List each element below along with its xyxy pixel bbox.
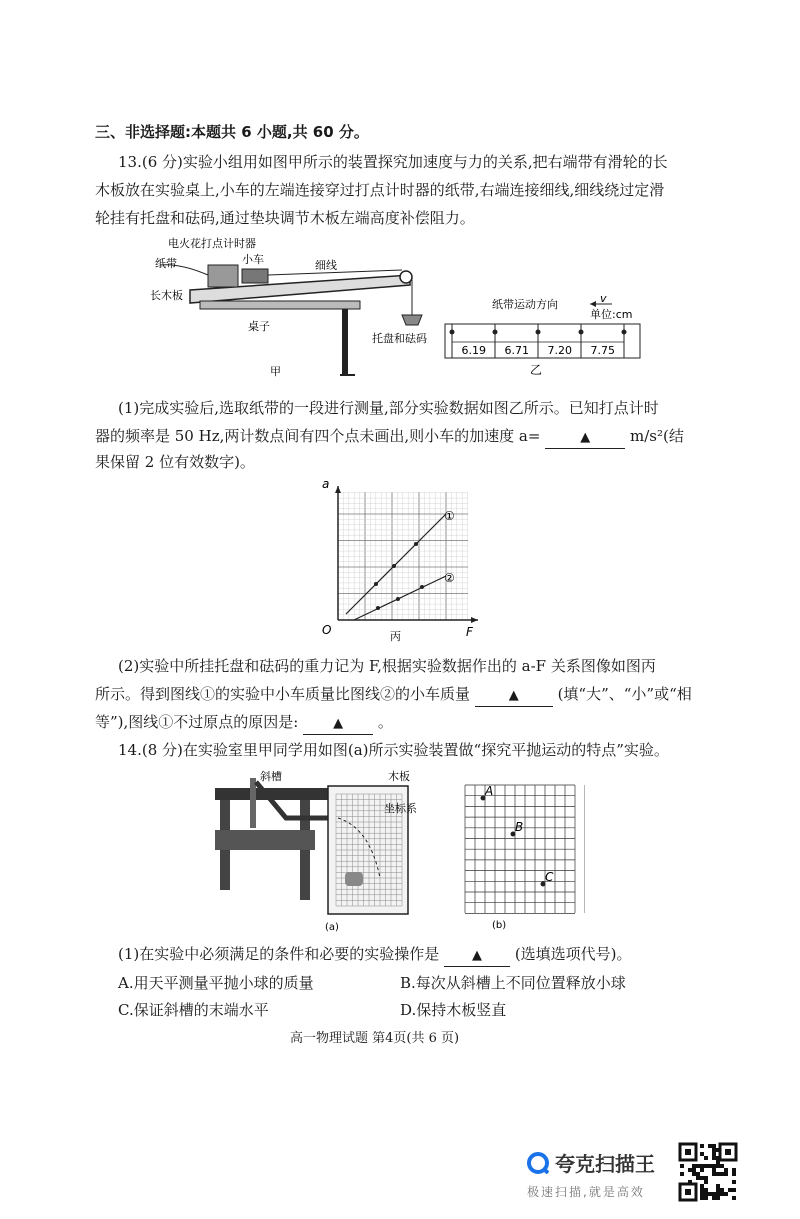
label-string: 细线 bbox=[315, 259, 337, 272]
figure-a-apparatus bbox=[210, 768, 425, 938]
answer-blank-mass[interactable] bbox=[475, 684, 553, 707]
tape-segment-2: 6.71 bbox=[504, 344, 529, 357]
answer-blank-reason[interactable] bbox=[303, 712, 373, 735]
q14-line1: 14.(8 分)在实验室里甲同学用如图(a)所示实验装置做“探究平抛运动的特点”实验。 bbox=[118, 741, 669, 759]
line-label-1: ① bbox=[444, 509, 455, 523]
point-label-c: C bbox=[545, 870, 554, 884]
figure-yi-tape bbox=[440, 288, 650, 378]
q13-p1-line2-text: 器的频率是 50 Hz,两计数点间有四个点未画出,则小车的加速度 a= bbox=[95, 427, 541, 445]
scanner-watermark bbox=[527, 1148, 655, 1200]
q13-line1: 13.(6 分)实验小组用如图甲所示的装置探究加速度与力的关系,把右端带有滑轮的长 bbox=[118, 153, 668, 171]
caption-b: (b) bbox=[492, 920, 507, 931]
q14-p1 bbox=[118, 944, 632, 967]
point-label-a: A bbox=[485, 784, 494, 798]
label-coords: 坐标系 bbox=[384, 802, 417, 815]
scanner-logo-icon bbox=[527, 1152, 549, 1174]
q13-p2-line2-text: 所示。得到图线①的实验中小车质量比图线②的小车质量 bbox=[95, 685, 471, 703]
q13-p2-line2 bbox=[95, 684, 692, 707]
label-cart: 小车 bbox=[242, 253, 264, 266]
label-unit: 单位:cm bbox=[590, 308, 633, 321]
axis-label-f: F bbox=[466, 625, 473, 639]
option-c[interactable]: C.保证斜槽的末端水平 bbox=[118, 1001, 269, 1019]
blank-mark: ▲ bbox=[508, 688, 519, 703]
q13-line3: 轮挂有托盘和砝码,通过垫块调节木板左端高度补偿阻力。 bbox=[95, 209, 475, 227]
q14-p1-tail: (选填选项代号)。 bbox=[514, 945, 632, 963]
label-tray: 托盘和砝码 bbox=[372, 332, 427, 345]
q13-p2-line3 bbox=[95, 712, 393, 735]
q14-p1-text: (1)在实验中必须满足的条件和必要的实验操作是 bbox=[118, 945, 440, 963]
answer-blank-acceleration[interactable] bbox=[545, 426, 625, 449]
caption-yi: 乙 bbox=[530, 363, 543, 377]
label-tape: 纸带 bbox=[155, 257, 177, 270]
caption-jia: 甲 bbox=[270, 365, 281, 378]
q13-p1-line2-tail: m/s²(结 bbox=[630, 427, 684, 445]
label-table: 桌子 bbox=[248, 320, 270, 333]
label-chute: 斜槽 bbox=[260, 770, 282, 783]
label-direction: 纸带运动方向 bbox=[492, 298, 558, 311]
blank-mark: ▲ bbox=[333, 716, 344, 731]
origin-label: O bbox=[322, 623, 332, 637]
label-board: 木板 bbox=[388, 770, 410, 783]
caption-a: (a) bbox=[325, 922, 339, 933]
figure-b-grid bbox=[460, 780, 585, 935]
caption-bing: 丙 bbox=[390, 630, 401, 643]
section-title: 三、非选择题:本题共 6 小题,共 60 分。 bbox=[95, 123, 369, 141]
q13-line2: 木板放在实验桌上,小车的左端连接穿过打点计时器的纸带,右端连接细线,细线绕过定滑 bbox=[95, 181, 665, 199]
line-label-2: ② bbox=[444, 571, 455, 585]
q13-p1-line1: (1)完成实验后,选取纸带的一段进行测量,部分实验数据如图乙所示。已知打点计时 bbox=[118, 399, 659, 417]
page-footer: 高一物理试题 第4页(共 6 页) bbox=[290, 1031, 460, 1046]
q13-p2-line3-tail: 。 bbox=[377, 713, 393, 731]
point-label-b: B bbox=[515, 820, 524, 834]
option-b[interactable]: B.每次从斜槽上不同位置释放小球 bbox=[400, 974, 626, 992]
scanner-slogan: 极速扫描,就是高效 bbox=[527, 1185, 645, 1199]
axis-label-a: a bbox=[322, 478, 330, 491]
tape-segment-3: 7.20 bbox=[547, 344, 572, 357]
q13-p1-line2 bbox=[95, 426, 684, 449]
blank-mark: ▲ bbox=[580, 430, 591, 445]
figure-bing-graph bbox=[318, 478, 488, 648]
scanner-brand-name: 夸克扫描王 bbox=[555, 1152, 655, 1176]
option-a[interactable]: A.用天平测量平抛小球的质量 bbox=[118, 974, 314, 992]
q13-p2-line1: (2)实验中所挂托盘和砝码的重力记为 F,根据实验数据作出的 a-F 关系图像如图丙 bbox=[118, 657, 656, 675]
figure-jia-apparatus bbox=[150, 235, 440, 385]
qr-code-icon bbox=[678, 1142, 738, 1202]
tape-segment-1: 6.19 bbox=[461, 344, 486, 357]
tape-segment-4: 7.75 bbox=[590, 344, 615, 357]
answer-blank-q14[interactable] bbox=[444, 944, 510, 967]
label-v: v bbox=[600, 292, 607, 305]
q13-p2-line2-tail: (填“大”、“小”或“相 bbox=[557, 685, 692, 703]
label-timer: 电火花打点计时器 bbox=[168, 237, 256, 250]
option-d[interactable]: D.保持木板竖直 bbox=[400, 1001, 507, 1019]
q13-p2-line3-text: 等”),图线①不过原点的原因是: bbox=[95, 713, 299, 731]
q13-p1-line3: 果保留 2 位有效数字)。 bbox=[95, 453, 255, 471]
blank-mark: ▲ bbox=[472, 948, 483, 963]
label-board: 长木板 bbox=[150, 289, 183, 302]
